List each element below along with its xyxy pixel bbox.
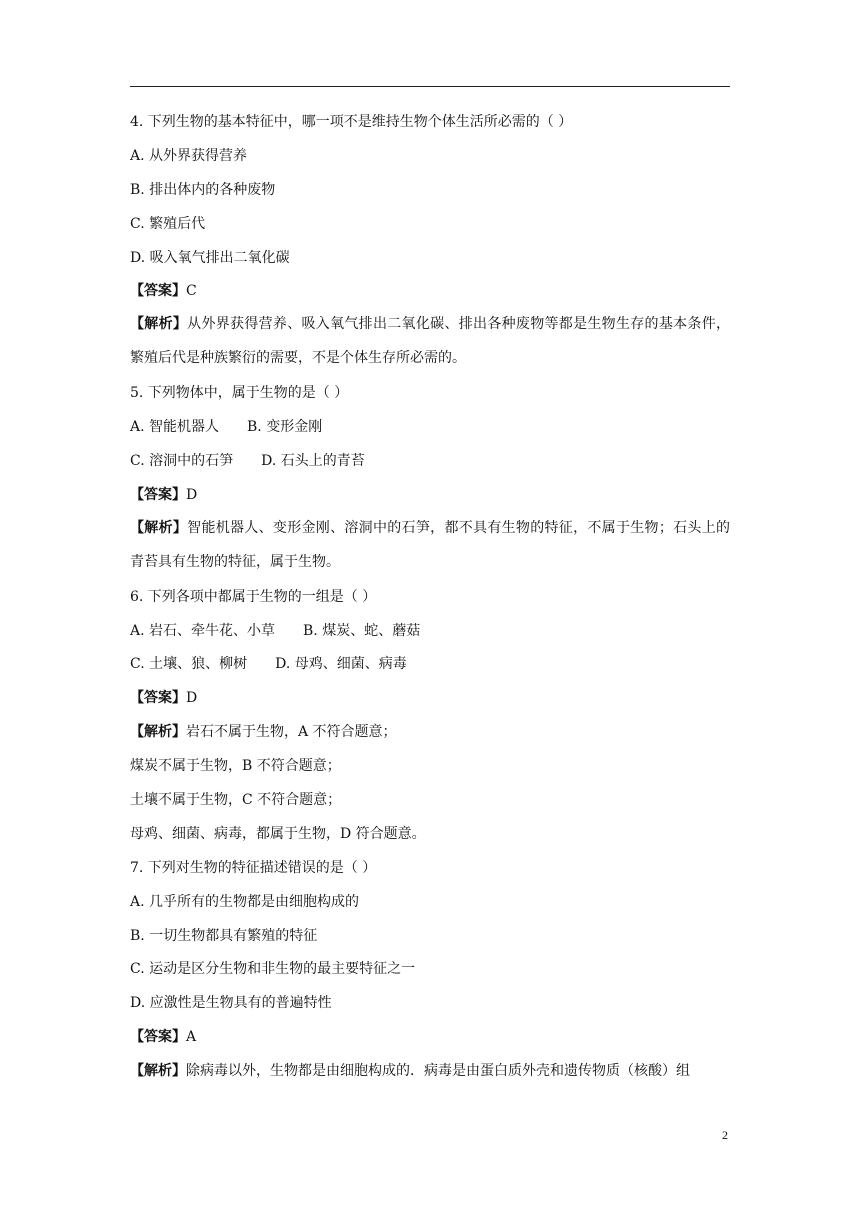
question-7-option-d: D. 应激性是生物具有的普遍特性 [130, 995, 332, 1012]
answer-tag: 【答案】 [130, 486, 186, 503]
analysis-text: 除病毒以外，生物都是由细胞构成的．病毒是由蛋白质外壳和遗传物质（核酸）组 [186, 1063, 690, 1080]
question-4-option-b: B. 排出体内的各种废物 [130, 181, 276, 198]
option-d: D. 石头上的青苔 [261, 453, 365, 469]
question-7-answer [130, 1027, 730, 1047]
question-7-option-c: C. 运动是区分生物和非生物的最主要特征之一 [130, 961, 416, 978]
analysis-text: 岩石不属于生物，A 不符合题意； [186, 724, 397, 741]
question-5-stem: 5. 下列物体中，属于生物的是（ ） [130, 385, 349, 402]
question-7-analysis [130, 1061, 730, 1081]
question-5-options-ab [130, 417, 730, 437]
question-6-analysis-line-1 [130, 722, 730, 742]
analysis-text: 从外界获得营养、吸入氧气排出二氧化碳、排出各种废物等都是生物生存的基本条件，繁殖后代是种族繁衍的需要，不是个体生存所必需的。 [130, 316, 730, 367]
option-b: B. 变形金刚 [247, 419, 323, 436]
question-5-answer [130, 485, 730, 505]
analysis-tag: 【解析】 [130, 1063, 186, 1080]
question-6-analysis-line-4: 母鸡、细菌、病毒，都属于生物，D 符合题意。 [130, 825, 426, 842]
analysis-tag: 【解析】 [130, 519, 188, 536]
question-5-analysis [130, 512, 730, 580]
question-6-analysis-line-2: 煤炭不属于生物，B 不符合题意； [130, 758, 341, 775]
answer-value: D [186, 690, 198, 707]
document-body [130, 112, 730, 1095]
question-7-option-b: B. 一切生物都具有繁殖的特征 [130, 927, 318, 944]
question-6-stem: 6. 下列各项中都属于生物的一组是（ ） [130, 588, 377, 605]
question-5-options-cd [130, 451, 730, 471]
option-d: D. 母鸡、细菌、病毒 [275, 656, 407, 673]
analysis-tag: 【解析】 [130, 316, 188, 333]
option-b: B. 煤炭、蛇、蘑菇 [303, 622, 421, 639]
page-number: 2 [722, 1128, 728, 1142]
question-4-answer [130, 281, 730, 301]
header-rule [130, 86, 730, 87]
question-4-option-a: A. 从外界获得营养 [130, 147, 248, 164]
question-6-answer [130, 688, 730, 708]
answer-tag: 【答案】 [130, 283, 186, 300]
question-4-stem: 4. 下列生物的基本特征中，哪一项不是维持生物个体生活所必需的（ ） [130, 114, 573, 130]
question-7-stem: 7. 下列对生物的特征描述错误的是（ ） [130, 859, 377, 876]
option-c: C. 溶洞中的石笋 [130, 453, 234, 469]
question-7-option-a: A. 几乎所有的生物都是由细胞构成的 [130, 893, 360, 910]
question-6-options-ab [130, 621, 730, 641]
option-c: C. 土壤、狼、柳树 [130, 656, 248, 673]
analysis-tag: 【解析】 [130, 724, 186, 741]
answer-tag: 【答案】 [130, 1029, 186, 1046]
option-a: A. 岩石、牵牛花、小草 [130, 622, 276, 639]
question-4-analysis [130, 308, 730, 376]
answer-tag: 【答案】 [130, 690, 186, 707]
analysis-text: 智能机器人、变形金刚、溶洞中的石笋，都不具有生物的特征，不属于生物；石头上的青苔具有生物的特征，属于生物。 [130, 519, 730, 570]
option-a: A. 智能机器人 [130, 419, 220, 436]
question-6-options-cd [130, 654, 730, 674]
answer-value: D [186, 486, 198, 503]
answer-value: C [186, 283, 197, 300]
answer-value: A [186, 1029, 197, 1046]
question-4-option-d: D. 吸入氧气排出二氧化碳 [130, 249, 290, 266]
question-6-analysis-line-3: 土壤不属于生物，C 不符合题意； [130, 792, 342, 808]
question-4-option-c: C. 繁殖后代 [130, 215, 206, 232]
